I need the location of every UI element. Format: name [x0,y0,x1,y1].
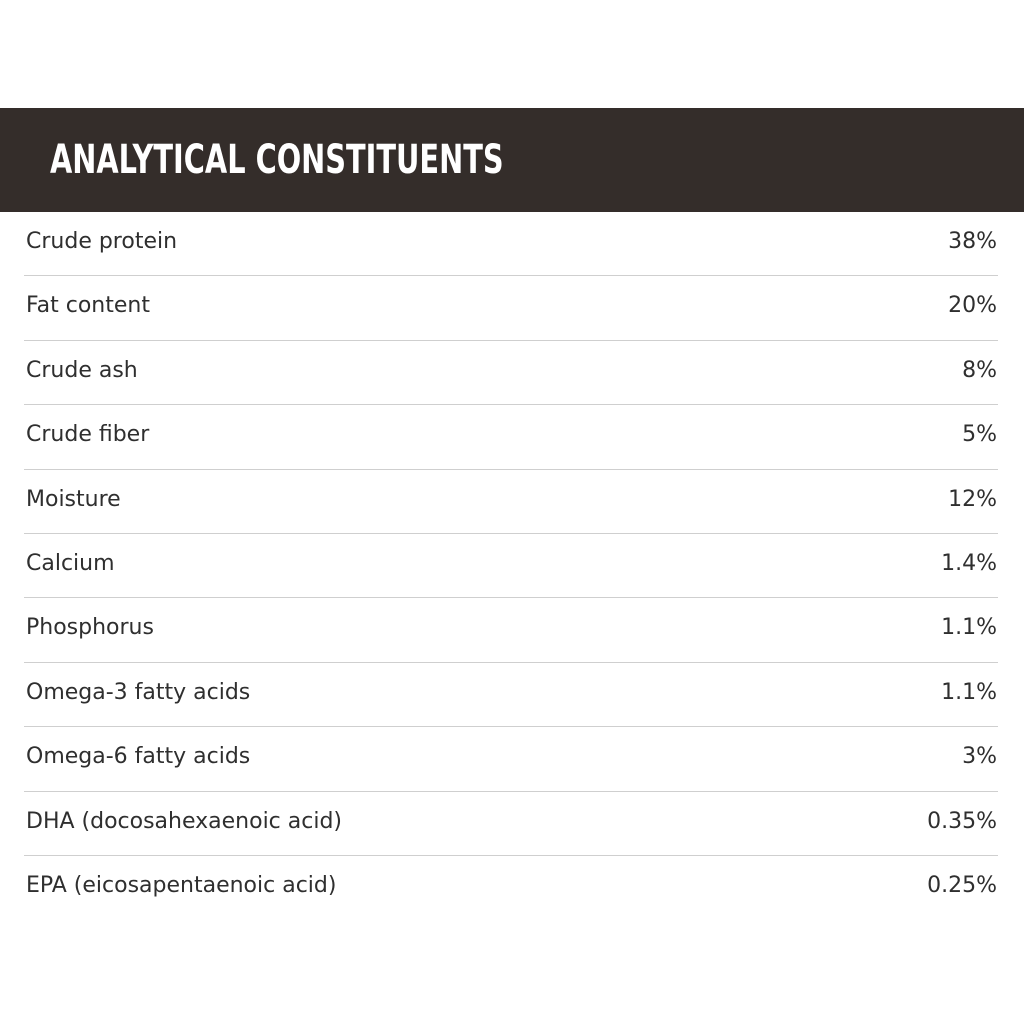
table-row [0,470,1024,534]
table-row [0,727,1024,791]
constituent-value: 1.1% [941,615,997,641]
constituent-name: DHA (docosahexaenoic acid) [26,808,343,834]
constituent-name: Omega-6 fatty acids [26,744,251,770]
section-title: ANALYTICAL CONSTITUENTS [50,137,504,183]
constituent-value: 8% [962,357,997,383]
section-header [0,108,1024,212]
constituent-value: 20% [948,293,997,319]
constituent-value: 12% [948,486,997,512]
constituent-value: 3% [962,744,997,770]
constituents-table [0,212,1024,920]
table-row [0,276,1024,340]
constituent-name: Crude fiber [26,422,150,448]
constituent-value: 38% [948,229,997,254]
constituent-name: EPA (eicosapentaenoic acid) [26,872,337,898]
constituent-value: 1.4% [941,550,997,576]
table-row [0,598,1024,662]
constituent-value: 0.25% [927,872,997,898]
table-row [0,663,1024,727]
analytical-constituents-panel [0,108,1024,920]
constituent-name: Crude ash [26,357,138,383]
table-row [0,341,1024,405]
table-row [0,856,1024,920]
table-row [0,405,1024,469]
constituent-name: Moisture [26,486,121,512]
constituent-value: 1.1% [941,679,997,705]
constituent-value: 5% [962,422,997,448]
constituent-name: Phosphorus [26,615,154,641]
constituent-name: Omega-3 fatty acids [26,679,251,705]
table-row [0,534,1024,598]
table-row [0,212,1024,276]
constituent-value: 0.35% [927,808,997,834]
constituent-name: Crude protein [26,229,178,254]
constituent-name: Calcium [26,550,115,576]
table-row [0,792,1024,856]
constituent-name: Fat content [26,293,150,319]
